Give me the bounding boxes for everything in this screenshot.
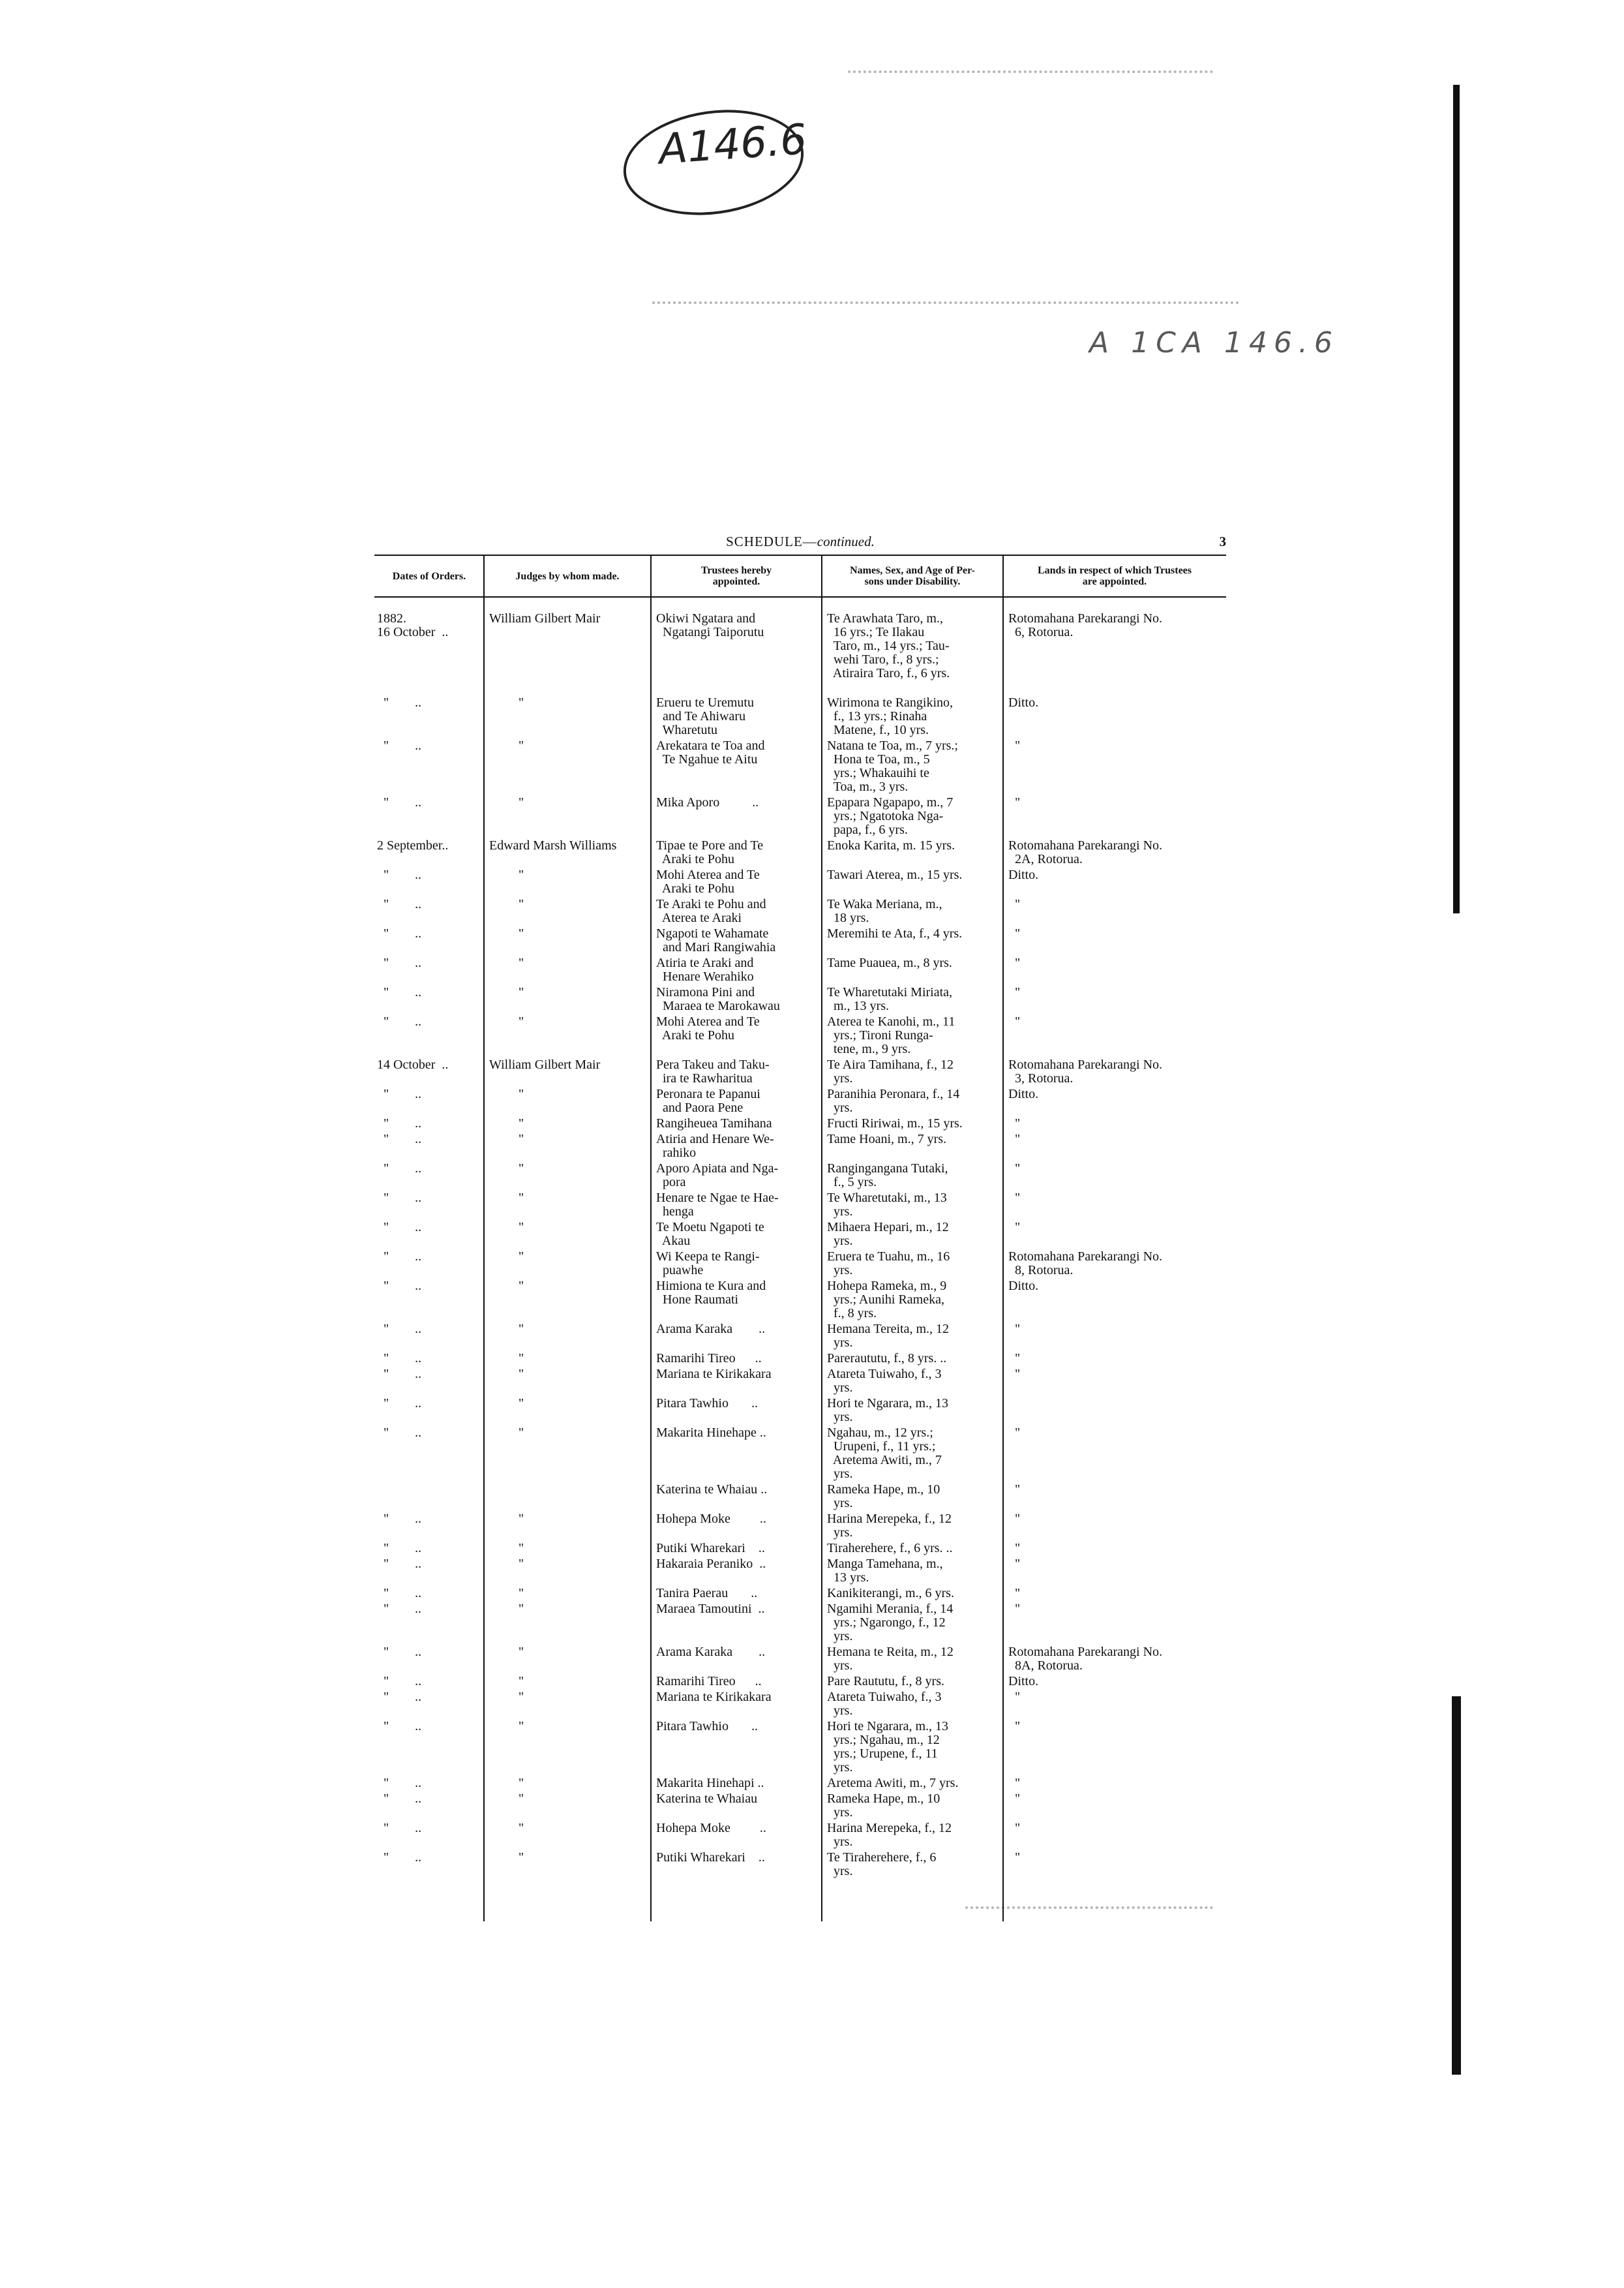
cell-lands: ": [1008, 1690, 1021, 1704]
table-row: [374, 1279, 1226, 1322]
cell-trustees: Arekatara te Toa and Te Ngahue te Aitu: [656, 739, 765, 767]
cell-date: " ..: [377, 1191, 422, 1205]
cell-lands: ": [1008, 1482, 1021, 1497]
cell-judge: William Gilbert Mair: [489, 1058, 601, 1072]
cell-date: " ..: [377, 1367, 422, 1381]
cell-date: " ..: [377, 695, 422, 710]
cell-persons: Tiraherehere, f., 6 yrs. ..: [827, 1541, 953, 1555]
cell-trustees: Makarita Hinehape ..: [656, 1426, 766, 1440]
cell-lands: ": [1008, 1132, 1021, 1146]
cell-trustees: Mohi Aterea and Te Araki te Pohu: [656, 1014, 760, 1043]
cell-lands: ": [1008, 1220, 1021, 1234]
cell-judge: ": [489, 1512, 524, 1526]
cell-date: " ..: [377, 739, 422, 753]
cell-persons: Rameka Hape, m., 10 yrs.: [827, 1482, 940, 1510]
cell-date: " ..: [377, 1645, 422, 1659]
cell-date: " ..: [377, 1776, 422, 1790]
table-row: [374, 1015, 1226, 1058]
table-row: [374, 1587, 1226, 1602]
table-row: [374, 839, 1226, 868]
cell-lands: ": [1008, 1850, 1021, 1865]
cell-trustees: Ramarihi Tireo ..: [656, 1351, 762, 1365]
cell-lands: ": [1008, 956, 1021, 970]
table-row: [374, 1250, 1226, 1279]
table-row: [374, 1792, 1226, 1822]
cell-trustees: Mariana te Kirikakara: [656, 1367, 772, 1381]
table-row: [374, 1675, 1226, 1690]
cell-trustees: Makarita Hinehapi ..: [656, 1776, 764, 1790]
cell-persons: Paranihia Peronara, f., 14 yrs.: [827, 1087, 960, 1115]
cell-trustees: Wi Keepa te Rangi- puawhe: [656, 1249, 760, 1277]
cell-lands: ": [1008, 1557, 1021, 1571]
cell-persons: Aterea te Kanohi, m., 11 yrs.; Tironi Runga- tene, m., 9 yrs.: [827, 1014, 955, 1056]
cell-judge: ": [489, 1132, 524, 1146]
cell-trustees: Peronara te Papanui and Paora Pene: [656, 1087, 760, 1115]
cell-lands: ": [1008, 1426, 1021, 1440]
cell-date: " ..: [377, 1821, 422, 1835]
header-dates: Dates of Orders.: [392, 570, 466, 582]
table-row: [374, 1397, 1226, 1426]
cell-trustees: Pera Takeu and Taku- ira te Rawharitua: [656, 1058, 770, 1086]
archive-mark: A146.6: [657, 115, 809, 174]
cell-persons: Enoka Karita, m. 15 yrs.: [827, 838, 955, 853]
header-judges: Judges by whom made.: [515, 570, 620, 582]
cell-lands: Ditto.: [1008, 695, 1039, 710]
scan-edge-shadow-upper: [1453, 85, 1460, 913]
cell-date: " ..: [377, 1426, 422, 1440]
cell-trustees: Pitara Tawhio ..: [656, 1719, 758, 1733]
cell-judge: William Gilbert Mair: [489, 611, 601, 626]
table-row: [374, 1162, 1226, 1191]
table-row: [374, 739, 1226, 796]
cell-trustees: Tanira Paerau ..: [656, 1586, 758, 1600]
table-row: [374, 1557, 1226, 1587]
cell-date: " ..: [377, 1220, 422, 1234]
cell-judge: ": [489, 1396, 524, 1411]
scan-noise-top: [848, 70, 1213, 76]
cell-lands: Rotomahana Parekarangi No. 8, Rotorua.: [1008, 1249, 1163, 1277]
table-header: [374, 555, 1226, 598]
cell-persons: Ngahau, m., 12 yrs.; Urupeni, f., 11 yrs.; Aretema Awiti, m., 7 yrs.: [827, 1426, 942, 1481]
cell-judge: ": [489, 1161, 524, 1176]
cell-judge: ": [489, 1426, 524, 1440]
cell-judge: ": [489, 1087, 524, 1101]
table-row: [374, 796, 1226, 839]
cell-date: " ..: [377, 1322, 422, 1336]
cell-judge: ": [489, 695, 524, 710]
table-row: [374, 1645, 1226, 1675]
cell-persons: Hohepa Rameka, m., 9 yrs.; Aunihi Rameka, f., 8 yrs.: [827, 1279, 947, 1320]
table-row: [374, 927, 1226, 956]
cell-persons: Rameka Hape, m., 10 yrs.: [827, 1792, 940, 1820]
table-row: [374, 1483, 1226, 1512]
cell-persons: Epapara Ngapapo, m., 7 yrs.; Ngatotoka Nga- papa, f., 6 yrs.: [827, 795, 954, 837]
cell-judge: ": [489, 1602, 524, 1616]
cell-date: " ..: [377, 926, 422, 941]
cell-lands: Ditto.: [1008, 1674, 1039, 1688]
cell-lands: ": [1008, 1602, 1021, 1616]
cell-lands: ": [1008, 1116, 1021, 1131]
table-body: [374, 612, 1226, 1880]
cell-judge: ": [489, 926, 524, 941]
cell-judge: ": [489, 868, 524, 882]
archive-mark-faint: A 1CA 146.6: [1089, 326, 1339, 359]
table-row: [374, 1777, 1226, 1792]
cell-trustees: Pitara Tawhio ..: [656, 1396, 758, 1411]
cell-judge: ": [489, 1541, 524, 1555]
cell-lands: ": [1008, 1014, 1021, 1029]
cell-persons: Mihaera Hepari, m., 12 yrs.: [827, 1220, 949, 1248]
cell-judge: Edward Marsh Williams: [489, 838, 617, 853]
cell-judge: ": [489, 1645, 524, 1659]
cell-trustees: Hakaraia Peraniko ..: [656, 1557, 766, 1571]
cell-persons: Meremihi te Ata, f., 4 yrs.: [827, 926, 963, 941]
cell-persons: Eruera te Tuahu, m., 16 yrs.: [827, 1249, 950, 1277]
table-row: [374, 956, 1226, 986]
cell-trustees: Mika Aporo ..: [656, 795, 759, 810]
table-row: [374, 1058, 1226, 1088]
cell-date: " ..: [377, 1792, 422, 1806]
cell-lands: Ditto.: [1008, 1279, 1039, 1293]
cell-judge: ": [489, 1116, 524, 1131]
cell-persons: Harina Merepeka, f., 12 yrs.: [827, 1512, 952, 1540]
cell-persons: Rangingangana Tutaki, f., 5 yrs.: [827, 1161, 948, 1189]
cell-judge: ": [489, 1249, 524, 1264]
table-row: [374, 868, 1226, 898]
table-row: [374, 1822, 1226, 1851]
table-row: [374, 1352, 1226, 1367]
cell-lands: ": [1008, 1792, 1021, 1806]
cell-trustees: Katerina te Whaiau: [656, 1792, 758, 1806]
table-row: [374, 1690, 1226, 1720]
cell-persons: Tame Puauea, m., 8 yrs.: [827, 956, 952, 970]
cell-judge: ": [489, 739, 524, 753]
table-row: [374, 1851, 1226, 1880]
cell-trustees: Ngapoti te Wahamate and Mari Rangiwahia: [656, 926, 776, 954]
table-row: [374, 1117, 1226, 1133]
cell-lands: ": [1008, 1367, 1021, 1381]
cell-judge: ": [489, 1821, 524, 1835]
table-row: [374, 612, 1226, 696]
cell-lands: ": [1008, 739, 1021, 753]
cell-lands: ": [1008, 897, 1021, 911]
cell-trustees: Te Araki te Pohu and Aterea te Araki: [656, 897, 766, 925]
cell-persons: Atareta Tuiwaho, f., 3 yrs.: [827, 1367, 942, 1395]
cell-judge: ": [489, 795, 524, 810]
cell-judge: ": [489, 1351, 524, 1365]
cell-lands: Ditto.: [1008, 1087, 1039, 1101]
cell-judge: ": [489, 1279, 524, 1293]
cell-judge: ": [489, 1690, 524, 1704]
cell-persons: Tawari Aterea, m., 15 yrs.: [827, 868, 963, 882]
cell-judge: ": [489, 1674, 524, 1688]
cell-date: " ..: [377, 1557, 422, 1571]
table-row: [374, 1133, 1226, 1162]
cell-persons: Hori te Ngarara, m., 13 yrs.: [827, 1396, 949, 1424]
cell-judge: ": [489, 1850, 524, 1865]
cell-persons: Te Wharetutaki Miriata, m., 13 yrs.: [827, 985, 953, 1013]
cell-trustees: Henare te Ngae te Hae- henga: [656, 1191, 779, 1219]
cell-trustees: Himiona te Kura and Hone Raumati: [656, 1279, 766, 1307]
cell-lands: ": [1008, 1821, 1021, 1835]
cell-judge: ": [489, 1014, 524, 1029]
cell-persons: Ngamihi Merania, f., 14 yrs.; Ngarongo, f., 12 yrs.: [827, 1602, 954, 1643]
cell-judge: ": [489, 1322, 524, 1336]
table-row: [374, 898, 1226, 927]
header-trustees: Trustees hereby appointed.: [700, 565, 772, 587]
cell-persons: Hemana Tereita, m., 12 yrs.: [827, 1322, 950, 1350]
cell-persons: Te Tiraherehere, f., 6 yrs.: [827, 1850, 937, 1878]
cell-date: " ..: [377, 868, 422, 882]
cell-judge: ": [489, 1367, 524, 1381]
table-row: [374, 1426, 1226, 1483]
cell-persons: Harina Merepeka, f., 12 yrs.: [827, 1821, 952, 1849]
cell-date: " ..: [377, 1087, 422, 1101]
cell-persons: Natana te Toa, m., 7 yrs.; Hona te Toa, m., 5 yrs.; Whakauihi te Toa, m., 3 yrs.: [827, 739, 958, 794]
cell-persons: Atareta Tuiwaho, f., 3 yrs.: [827, 1690, 942, 1718]
cell-date: " ..: [377, 1014, 422, 1029]
cell-date: " ..: [377, 1602, 422, 1616]
cell-trustees: Putiki Wharekari ..: [656, 1541, 765, 1555]
cell-date: " ..: [377, 1161, 422, 1176]
cell-trustees: Tipae te Pore and Te Araki te Pohu: [656, 838, 764, 866]
table-row: [374, 1367, 1226, 1397]
cell-judge: ": [489, 1586, 524, 1600]
cell-trustees: Erueru te Uremutu and Te Ahiwaru Wharetutu: [656, 695, 754, 737]
cell-judge: ": [489, 1557, 524, 1571]
cell-date: " ..: [377, 1512, 422, 1526]
cell-persons: Tame Hoani, m., 7 yrs.: [827, 1132, 947, 1146]
cell-judge: ": [489, 956, 524, 970]
cell-date: " ..: [377, 1116, 422, 1131]
cell-date: 1882. 16 October ..: [377, 611, 449, 639]
cell-persons: Kanikiterangi, m., 6 yrs.: [827, 1586, 954, 1600]
cell-trustees: Putiki Wharekari ..: [656, 1850, 765, 1865]
cell-trustees: Te Moetu Ngapoti te Akau: [656, 1220, 764, 1248]
cell-date: " ..: [377, 985, 422, 999]
header-persons: Names, Sex, and Age of Per- sons under Disability.: [850, 565, 975, 587]
cell-persons: Wirimona te Rangikino, f., 13 yrs.; Rinaha Matene, f., 10 yrs.: [827, 695, 954, 737]
cell-trustees: Hohepa Moke ..: [656, 1821, 766, 1835]
table-row: [374, 1512, 1226, 1542]
cell-trustees: Arama Karaka ..: [656, 1645, 766, 1659]
table-row: [374, 1322, 1226, 1352]
cell-trustees: Okiwi Ngatara and Ngatangi Taiporutu: [656, 611, 764, 639]
cell-judge: ": [489, 1719, 524, 1733]
cell-date: " ..: [377, 1279, 422, 1293]
cell-lands: ": [1008, 1161, 1021, 1176]
scan-noise-mid: [652, 301, 1239, 307]
cell-trustees: Atiria and Henare We- rahiko: [656, 1132, 774, 1160]
table-row: [374, 1602, 1226, 1645]
cell-lands: ": [1008, 1541, 1021, 1555]
header-lands: Lands in respect of which Trustees are appointed.: [1037, 565, 1192, 587]
table-row: [374, 1191, 1226, 1221]
cell-persons: Manga Tamehana, m., 13 yrs.: [827, 1557, 943, 1585]
cell-persons: Te Wharetutaki, m., 13 yrs.: [827, 1191, 947, 1219]
cell-date: 14 October ..: [377, 1058, 449, 1072]
cell-date: " ..: [377, 1541, 422, 1555]
cell-lands: ": [1008, 1586, 1021, 1600]
cell-trustees: Maraea Tamoutini ..: [656, 1602, 765, 1616]
page-number: 3: [1219, 534, 1226, 549]
cell-persons: Hori te Ngarara, m., 13 yrs.; Ngahau, m., 12 yrs.; Urupene, f., 11 yrs.: [827, 1719, 949, 1775]
cell-trustees: Aporo Apiata and Nga- pora: [656, 1161, 779, 1189]
table-row: [374, 1542, 1226, 1557]
cell-judge: ": [489, 897, 524, 911]
cell-persons: Te Arawhata Taro, m., 16 yrs.; Te Ilakau Taro, m., 14 yrs.; Tau- wehi Taro, f., 8 yrs.; Atiraira Taro, f., 6 yrs.: [827, 611, 950, 680]
cell-trustees: Arama Karaka ..: [656, 1322, 766, 1336]
cell-lands: ": [1008, 1322, 1021, 1336]
cell-lands: Ditto.: [1008, 868, 1039, 882]
cell-trustees: Mariana te Kirikakara: [656, 1690, 772, 1704]
cell-date: " ..: [377, 1586, 422, 1600]
cell-persons: Fructi Ririwai, m., 15 yrs.: [827, 1116, 963, 1131]
cell-persons: Pareraututu, f., 8 yrs. ..: [827, 1351, 947, 1365]
table-row: [374, 696, 1226, 739]
cell-date: " ..: [377, 1690, 422, 1704]
scan-edge-shadow-lower: [1452, 1696, 1461, 2075]
cell-date: " ..: [377, 795, 422, 810]
cell-trustees: Niramona Pini and Maraea te Marokawau: [656, 985, 780, 1013]
cell-trustees: Rangiheuea Tamihana: [656, 1116, 772, 1131]
cell-lands: ": [1008, 1351, 1021, 1365]
cell-date: " ..: [377, 1396, 422, 1411]
cell-judge: ": [489, 1220, 524, 1234]
cell-date: " ..: [377, 1249, 422, 1264]
cell-judge: ": [489, 985, 524, 999]
cell-persons: Aretema Awiti, m., 7 yrs.: [827, 1776, 959, 1790]
cell-lands: ": [1008, 1512, 1021, 1526]
cell-lands: ": [1008, 1776, 1021, 1790]
schedule-title: SCHEDULE—continued.: [726, 534, 875, 549]
cell-date: " ..: [377, 1674, 422, 1688]
cell-date: 2 September..: [377, 838, 449, 853]
cell-persons: Pare Raututu, f., 8 yrs.: [827, 1674, 944, 1688]
table-row: [374, 1088, 1226, 1117]
cell-trustees: Mohi Aterea and Te Araki te Pohu: [656, 868, 760, 896]
cell-lands: ": [1008, 1191, 1021, 1205]
cell-lands: ": [1008, 1719, 1021, 1733]
cell-persons: Hemana te Reita, m., 12 yrs.: [827, 1645, 954, 1673]
cell-lands: ": [1008, 985, 1021, 999]
cell-date: " ..: [377, 1719, 422, 1733]
cell-judge: ": [489, 1776, 524, 1790]
cell-persons: Te Waka Meriana, m., 18 yrs.: [827, 897, 942, 925]
cell-date: " ..: [377, 956, 422, 970]
cell-trustees: Katerina te Whaiau ..: [656, 1482, 768, 1497]
cell-date: " ..: [377, 1850, 422, 1865]
cell-lands: ": [1008, 926, 1021, 941]
cell-trustees: Ramarihi Tireo ..: [656, 1674, 762, 1688]
cell-date: " ..: [377, 897, 422, 911]
cell-lands: Rotomahana Parekarangi No. 8A, Rotorua.: [1008, 1645, 1163, 1673]
cell-lands: Rotomahana Parekarangi No. 6, Rotorua.: [1008, 611, 1163, 639]
cell-lands: Rotomahana Parekarangi No. 3, Rotorua.: [1008, 1058, 1163, 1086]
table-row: [374, 1221, 1226, 1250]
table-row: [374, 986, 1226, 1015]
cell-lands: Rotomahana Parekarangi No. 2A, Rotorua.: [1008, 838, 1163, 866]
table-row: [374, 1720, 1226, 1777]
cell-date: " ..: [377, 1351, 422, 1365]
cell-lands: ": [1008, 795, 1021, 810]
cell-date: " ..: [377, 1132, 422, 1146]
cell-trustees: Atiria te Araki and Henare Werahiko: [656, 956, 754, 984]
cell-judge: ": [489, 1792, 524, 1806]
cell-persons: Te Aira Tamihana, f., 12 yrs.: [827, 1058, 954, 1086]
cell-judge: ": [489, 1191, 524, 1205]
cell-trustees: Hohepa Moke ..: [656, 1512, 766, 1526]
